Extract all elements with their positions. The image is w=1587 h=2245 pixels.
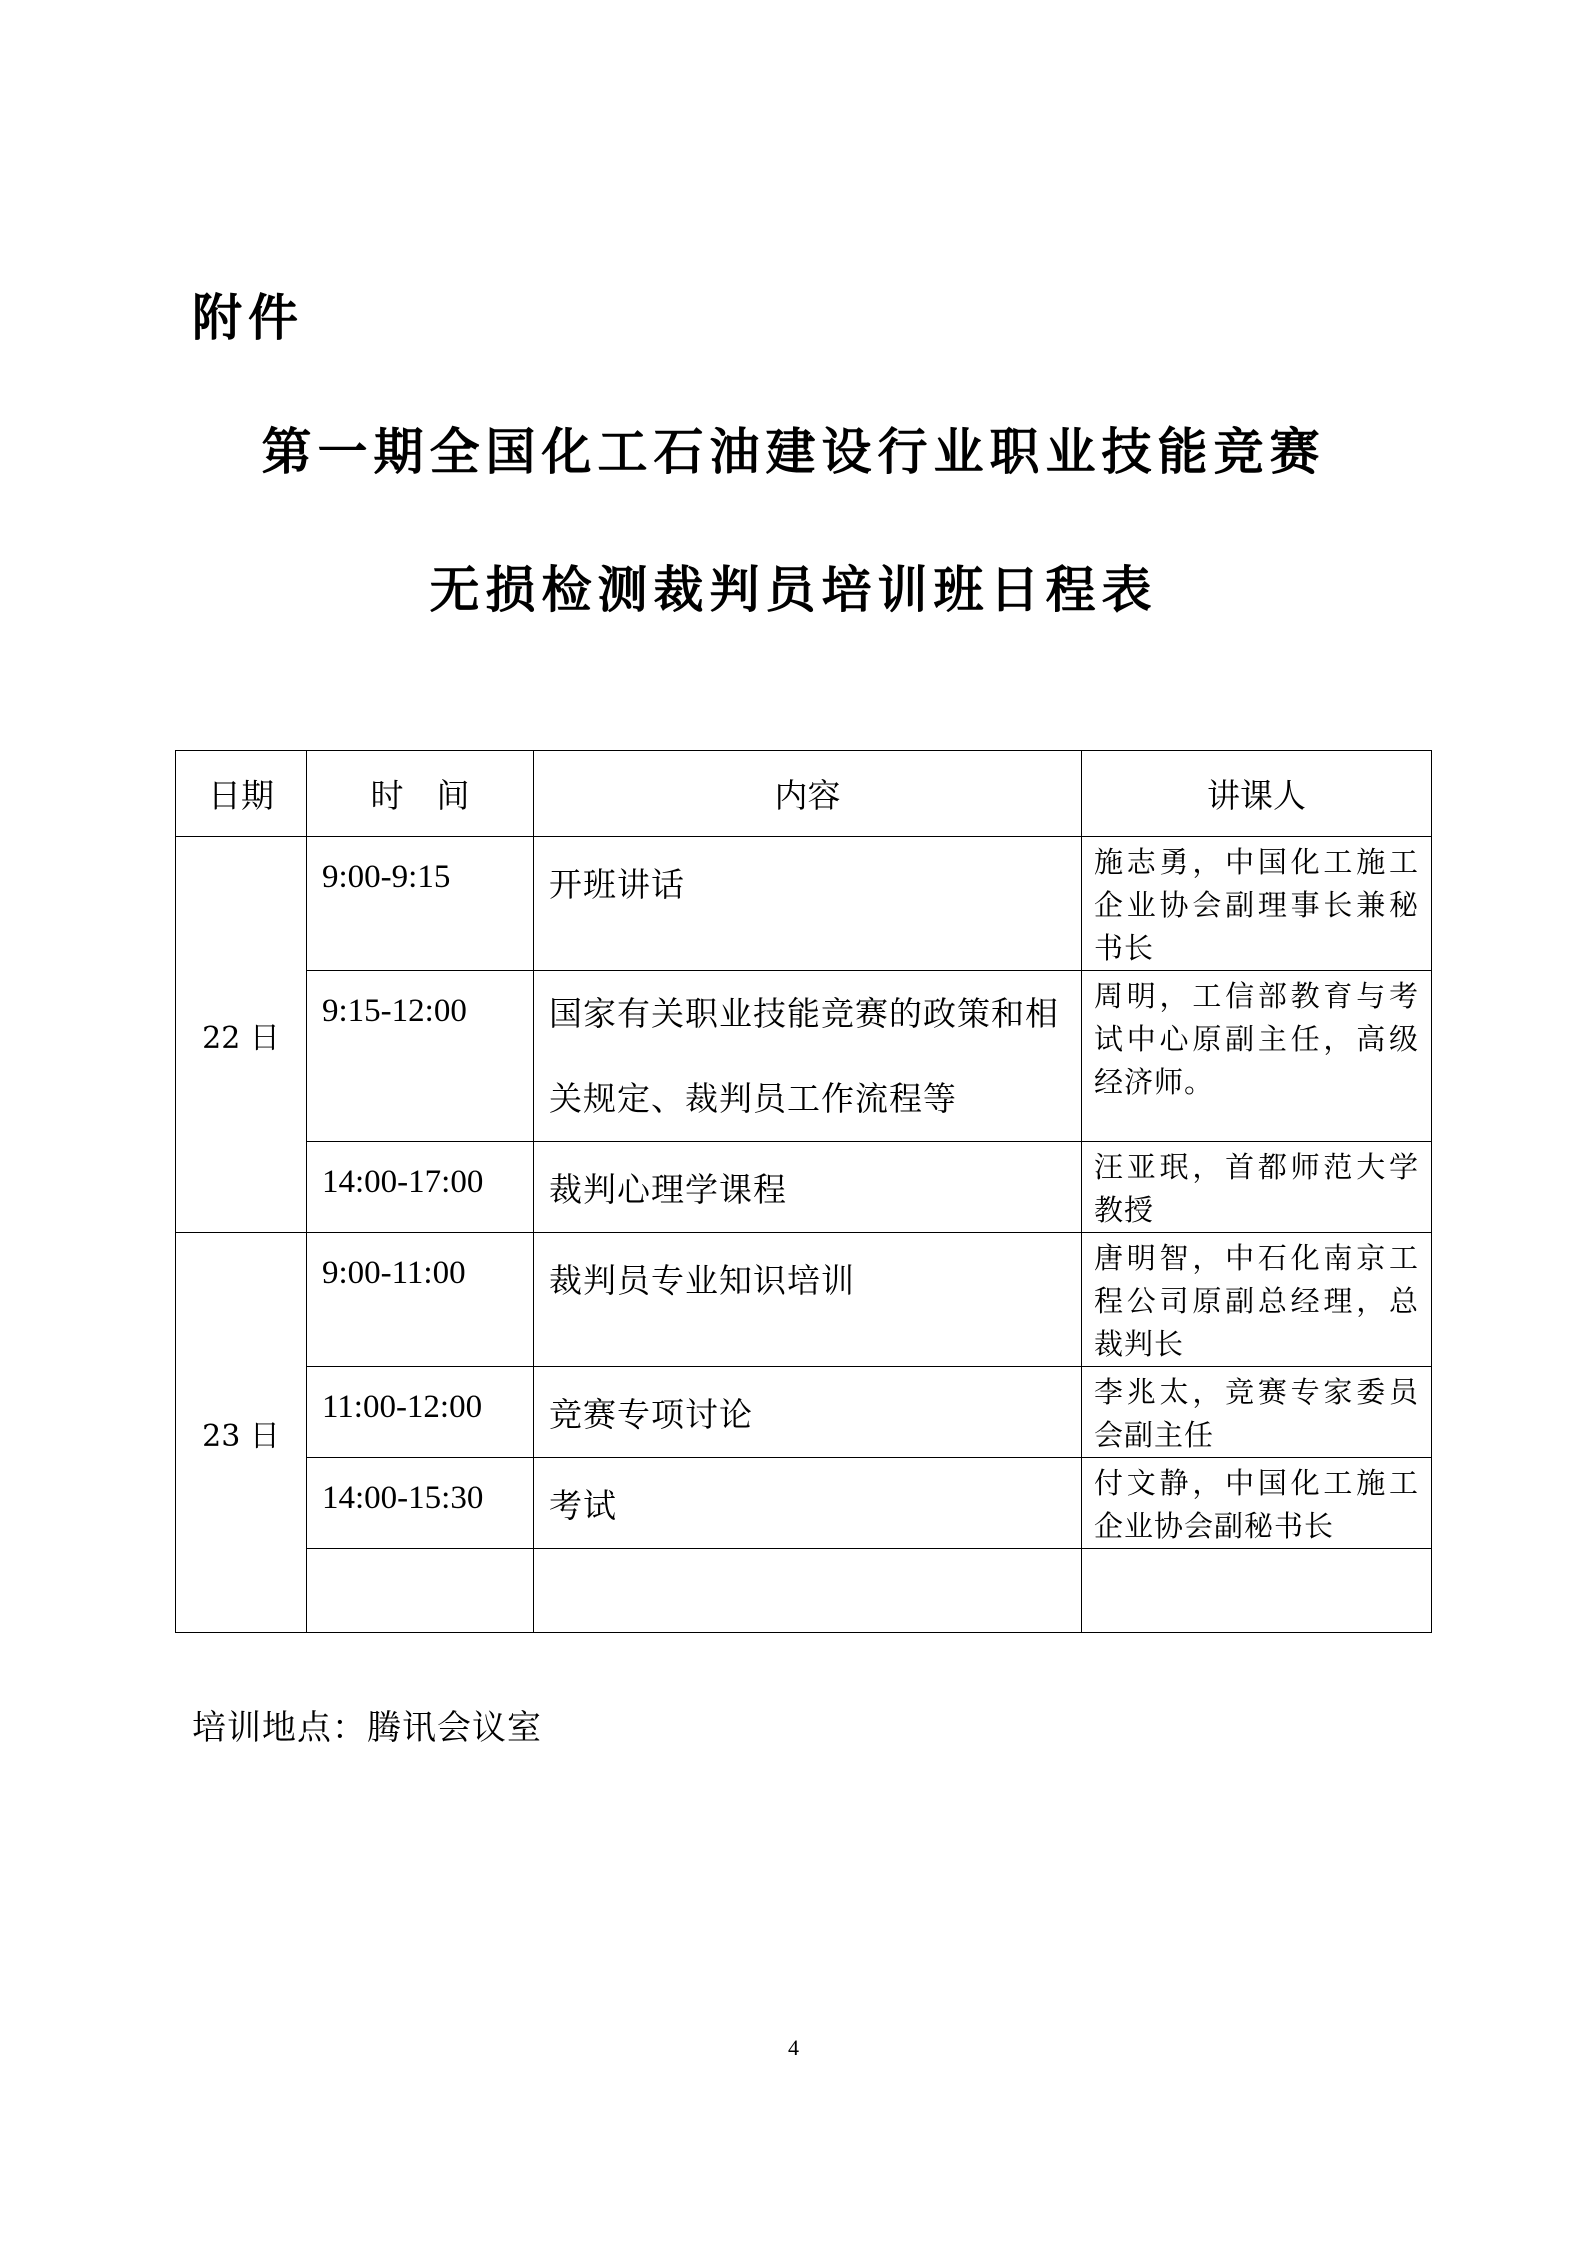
table-row	[176, 1142, 1432, 1233]
table-row	[176, 971, 1432, 1142]
speaker-cell: 汪亚珉，首都师范大学教授	[1082, 1142, 1432, 1233]
time-cell: 9:00-9:15	[307, 837, 534, 971]
schedule-table	[175, 750, 1432, 1633]
speaker-cell: 付文静，中国化工施工企业协会副秘书长	[1082, 1458, 1432, 1549]
speaker-cell	[1082, 1549, 1432, 1633]
date-cell: 23 日	[176, 1233, 307, 1633]
training-location: 培训地点：腾讯会议室	[192, 1708, 542, 1748]
content-cell	[534, 1549, 1082, 1633]
speaker-cell: 周明，工信部教育与考试中心原副主任，高级经济师。	[1082, 971, 1432, 1142]
table-row	[176, 1458, 1432, 1549]
content-cell: 裁判员专业知识培训	[534, 1233, 1082, 1367]
content-cell: 竞赛专项讨论	[534, 1367, 1082, 1458]
table-row-empty	[176, 1549, 1432, 1633]
time-cell: 14:00-17:00	[307, 1142, 534, 1233]
time-cell	[307, 1549, 534, 1633]
speaker-cell: 施志勇，中国化工施工企业协会副理事长兼秘书长	[1082, 837, 1432, 971]
document-title-line1: 第一期全国化工石油建设行业职业技能竞赛	[261, 423, 1326, 481]
table-row	[176, 837, 1432, 971]
content-cell: 裁判心理学课程	[534, 1142, 1082, 1233]
time-cell: 14:00-15:30	[307, 1458, 534, 1549]
speaker-cell: 唐明智，中石化南京工程公司原副总经理，总裁判长	[1082, 1233, 1432, 1367]
content-cell: 开班讲话	[534, 837, 1082, 971]
attachment-label: 附件	[192, 289, 304, 347]
table-header-row	[176, 751, 1432, 837]
time-cell: 11:00-12:00	[307, 1367, 534, 1458]
table-row	[176, 1367, 1432, 1458]
header-date: 日期	[176, 751, 307, 837]
header-speaker: 讲课人	[1082, 751, 1432, 837]
content-cell: 考试	[534, 1458, 1082, 1549]
table-row	[176, 1233, 1432, 1367]
time-cell: 9:15-12:00	[307, 971, 534, 1142]
time-cell: 9:00-11:00	[307, 1233, 534, 1367]
content-cell: 国家有关职业技能竞赛的政策和相关规定、裁判员工作流程等	[534, 971, 1082, 1142]
page-number: 4	[788, 2035, 799, 2060]
date-cell: 22 日	[176, 837, 307, 1233]
speaker-cell: 李兆太，竞赛专家委员会副主任	[1082, 1367, 1432, 1458]
header-time: 时 间	[307, 751, 534, 837]
header-content: 内容	[534, 751, 1082, 837]
document-title-line2: 无损检测裁判员培训班日程表	[429, 561, 1158, 619]
